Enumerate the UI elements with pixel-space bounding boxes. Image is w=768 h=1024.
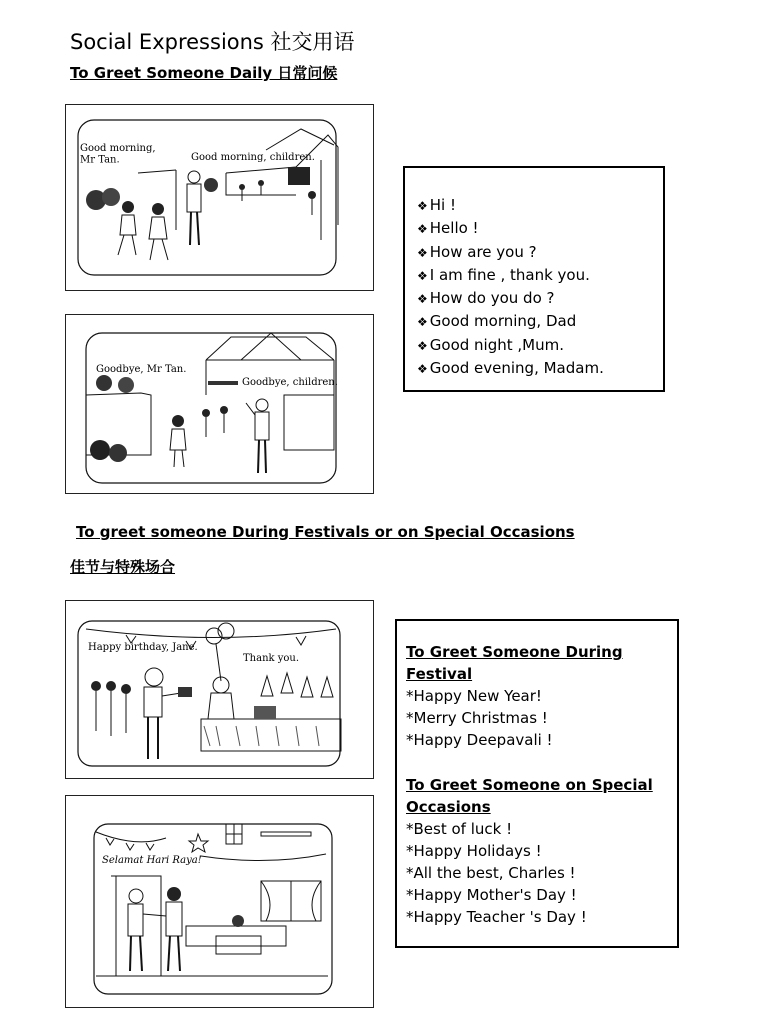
section-heading-festivals: To greet someone During Festivals or on Special Occasions — [76, 523, 575, 541]
list-item: *Happy Mother's Day ! — [406, 886, 577, 905]
festival-greetings-box — [395, 619, 679, 948]
bullet-icon: ❖ — [417, 315, 428, 330]
list-item: ❖ How are you ? — [417, 242, 537, 261]
bullet-icon: ❖ — [417, 362, 428, 377]
raya-banner: Selamat Hari Raya! — [102, 855, 202, 866]
list-item: *Happy Teacher 's Day ! — [406, 908, 587, 927]
hari-raya-scene-drawing — [66, 796, 373, 1007]
speech-left: Happy birthday, Jane. — [88, 642, 198, 653]
bullet-icon: ❖ — [417, 338, 428, 353]
goodbye-scene-drawing — [66, 315, 373, 493]
bullet-icon: ❖ — [417, 222, 428, 237]
list-item: ❖ Good morning, Dad — [417, 312, 577, 331]
page-title: Social Expressions 社交用语 — [70, 30, 355, 54]
list-item: *All the best, Charles ! — [406, 864, 576, 883]
bullet-icon: ❖ — [417, 245, 428, 260]
speech-right: Goodbye, children. — [242, 377, 338, 388]
illustration-birthday — [65, 600, 374, 779]
daily-greetings-list — [405, 168, 663, 380]
list-item: ❖ Good night ,Mum. — [417, 335, 564, 354]
daily-greetings-box — [403, 166, 665, 392]
illustration-goodbye-greeting — [65, 314, 374, 494]
list-item: ❖ Hi ! — [417, 196, 456, 214]
occasion-subheading: To Greet Someone on Special Occasions — [406, 775, 653, 816]
list-item: ❖ How do you do ? — [417, 289, 555, 308]
bullet-icon: ❖ — [417, 199, 428, 213]
birthday-scene-drawing — [66, 601, 373, 778]
speech-left: Goodbye, Mr Tan. — [96, 364, 187, 375]
list-item: ❖ Good evening, Madam. — [417, 359, 604, 378]
list-item: ❖ I am fine , thank you. — [417, 265, 590, 284]
speech-right: Thank you. — [243, 653, 300, 664]
list-item: ❖ Hello ! — [417, 219, 479, 238]
illustration-morning-greeting — [65, 104, 374, 291]
speech-right: Good morning, children. — [191, 152, 315, 163]
bullet-icon: ❖ — [417, 292, 428, 307]
list-item: *Happy Holidays ! — [406, 841, 542, 860]
festival-subheading: To Greet Someone During Festival — [406, 643, 623, 683]
bullet-icon: ❖ — [417, 268, 428, 283]
section-heading-daily: To Greet Someone Daily 日常问候 — [70, 64, 338, 82]
morning-scene-drawing — [66, 105, 373, 290]
list-item: *Happy New Year! — [406, 687, 542, 705]
list-item: *Best of luck ! — [406, 819, 513, 838]
illustration-hari-raya — [65, 795, 374, 1008]
list-item: *Merry Christmas ! — [406, 709, 548, 728]
list-item: *Happy Deepavali ! — [406, 731, 553, 750]
section-heading-festivals-cn: 佳节与特殊场合 — [70, 558, 176, 576]
speech-left: Good morning, Mr Tan. — [80, 143, 156, 166]
